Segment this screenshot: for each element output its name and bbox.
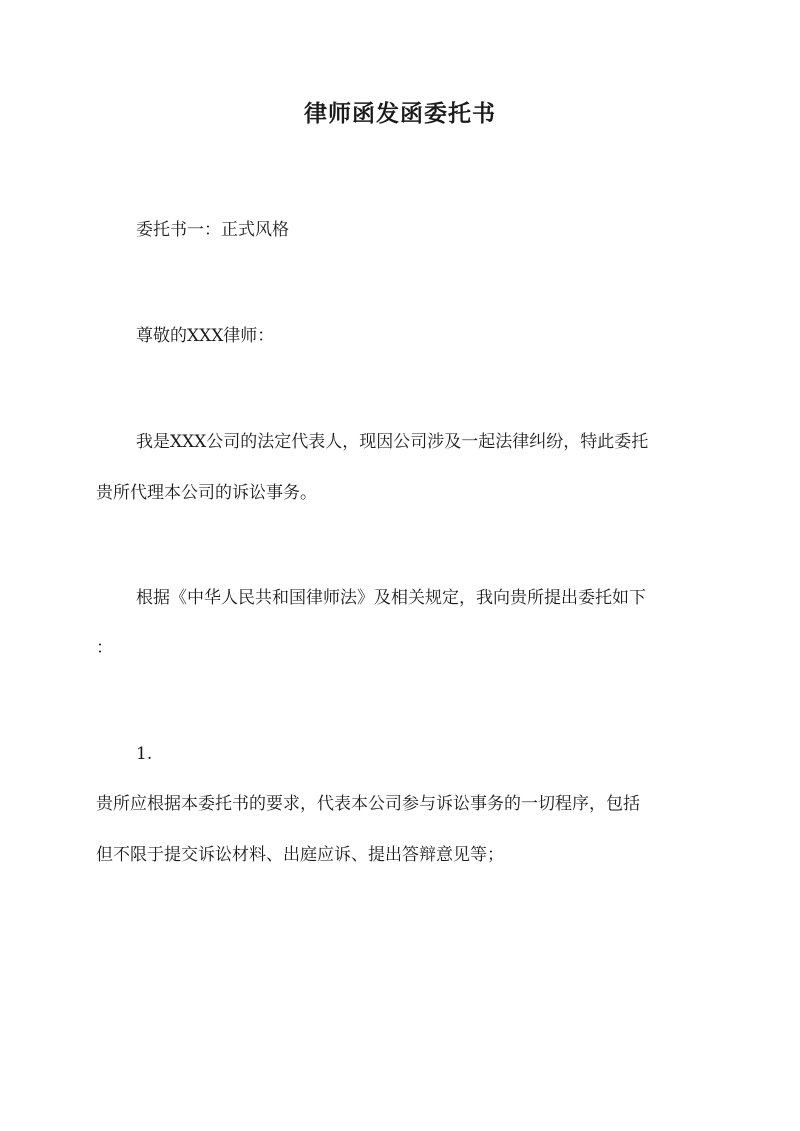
list-item-1-line-2: 但不限于提交诉讼材料、出庭应诉、提出答辩意见等； xyxy=(96,845,504,865)
paragraph-1-line-1: 我是XXX公司的法定代表人，现因公司涉及一起法律纠纷，特此委托 xyxy=(136,432,649,452)
paragraph-2-line-2: ： xyxy=(96,638,113,658)
list-number-1: 1. xyxy=(136,744,153,764)
section-heading: 委托书一：正式风格 xyxy=(136,220,289,240)
paragraph-2-line-1: 根据《中华人民共和国律师法》及相关规定，我向贵所提出委托如下 xyxy=(136,588,646,608)
list-item-1-line-1: 贵所应根据本委托书的要求，代表本公司参与诉讼事务的一切程序，包括 xyxy=(96,794,640,814)
salutation: 尊敬的XXX律师： xyxy=(136,326,275,346)
paragraph-1-line-2: 贵所代理本公司的诉讼事务。 xyxy=(96,483,317,503)
document-title: 律师函发函委托书 xyxy=(304,100,496,127)
